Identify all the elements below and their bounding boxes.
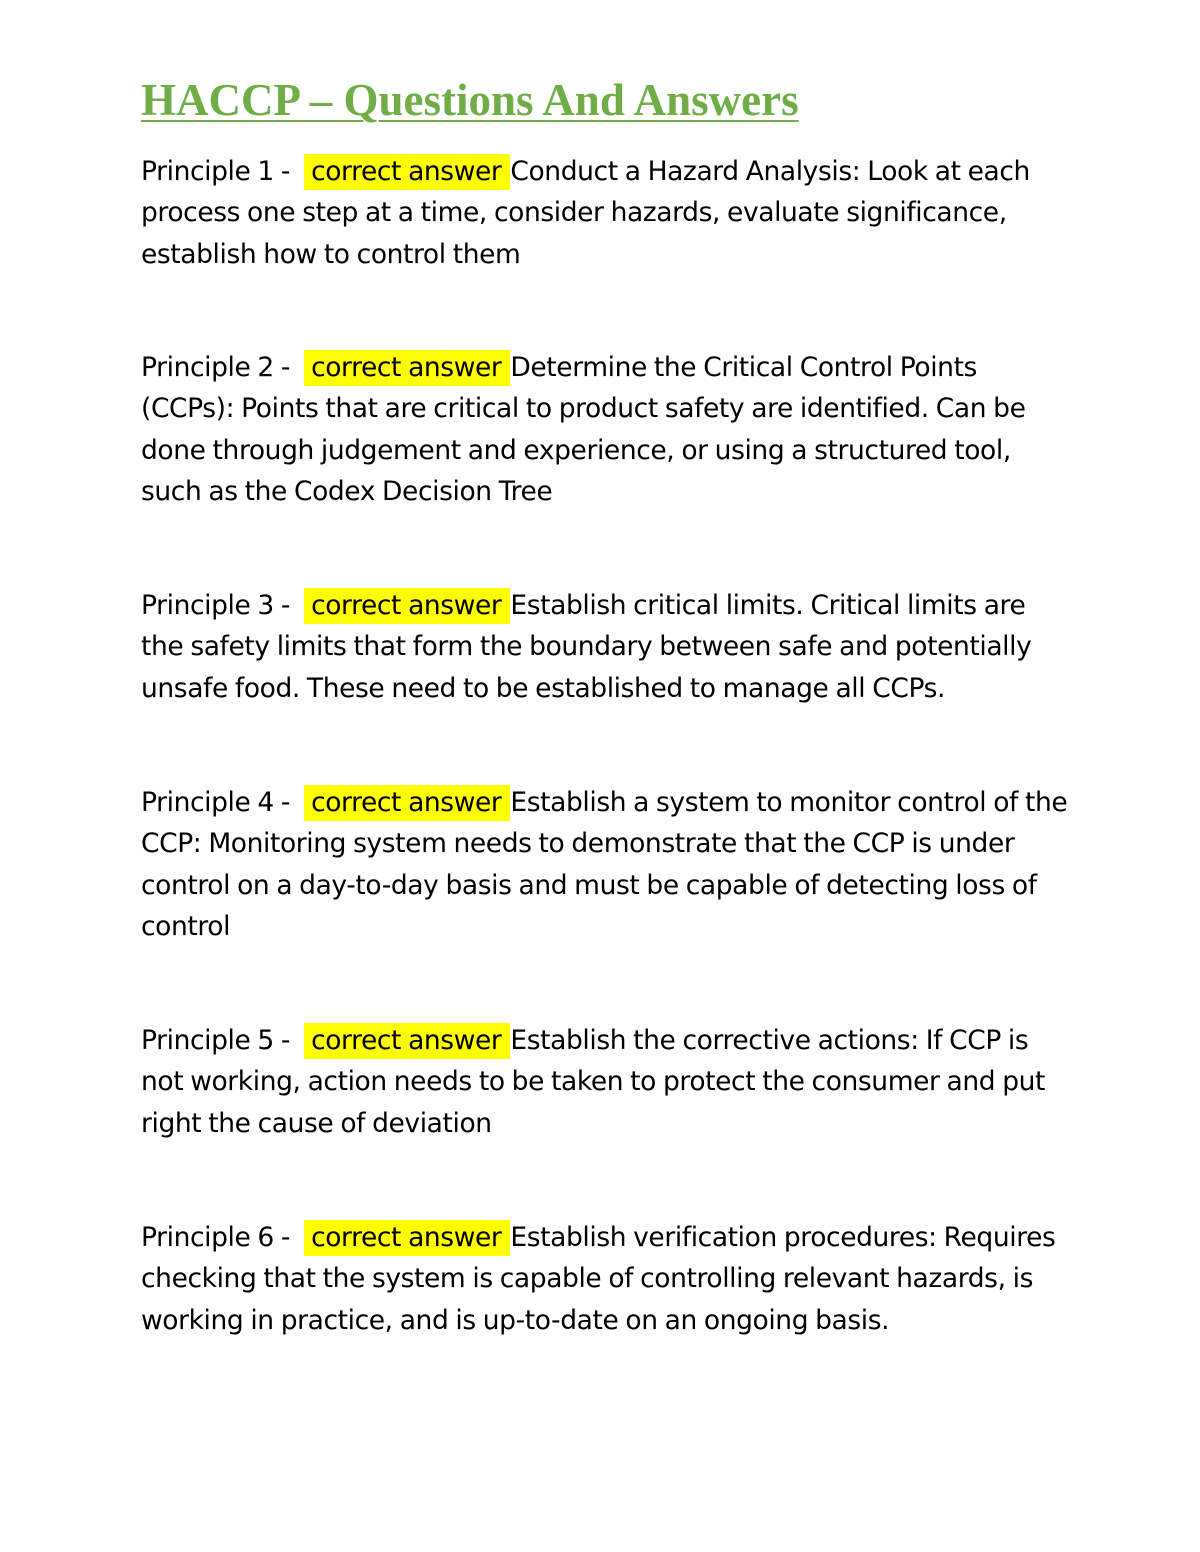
question-label: Principle 2 - [141, 352, 291, 383]
correct-answer-highlight: correct answer [304, 1023, 510, 1059]
answer-text: Conduct a Hazard Analysis: Look at each process one step at a time, consider hazards, evaluate significance, establish how to control them [141, 156, 1030, 270]
answer-text: Establish a system to monitor control of the CCP: Monitoring system needs to demonstrate that the CCP is under control on a day-to-day basis and must be capable of detecting loss of control [141, 787, 1068, 942]
question-label: Principle 5 - [141, 1025, 291, 1056]
correct-answer-highlight: correct answer [304, 588, 510, 624]
qa-item-principle-5 [141, 1020, 1071, 1144]
answer-text: Determine the Critical Control Points (CCPs): Points that are critical to product safety are identified. Can be done through judgement and experience, or using a structured tool, such as the Codex Decision Tree [141, 352, 1026, 507]
qa-item-principle-6 [141, 1217, 1071, 1341]
question-label: Principle 1 - [141, 156, 291, 187]
qa-item-principle-2 [141, 347, 1071, 512]
answer-text: Establish critical limits. Critical limits are the safety limits that form the boundary between safe and potentially unsafe food. These need to be established to manage all CCPs. [141, 590, 1032, 704]
qa-item-principle-4 [141, 782, 1071, 947]
document-title: HACCP – Questions And Answers [141, 75, 799, 125]
correct-answer-highlight: correct answer [304, 350, 510, 386]
correct-answer-highlight: correct answer [304, 785, 510, 821]
qa-item-principle-1 [141, 151, 1071, 275]
correct-answer-highlight: correct answer [304, 154, 510, 190]
question-label: Principle 4 - [141, 787, 291, 818]
answer-text: Establish the corrective actions: If CCP is not working, action needs to be taken to protect the consumer and put right the cause of deviation [141, 1025, 1046, 1139]
question-label: Principle 3 - [141, 590, 291, 621]
question-label: Principle 6 - [141, 1222, 291, 1253]
answer-text: Establish verification procedures: Requires checking that the system is capable of controlling relevant hazards, is working in practice, and is up-to-date on an ongoing basis. [141, 1222, 1056, 1336]
correct-answer-highlight: correct answer [304, 1220, 510, 1256]
qa-item-principle-3 [141, 585, 1071, 709]
